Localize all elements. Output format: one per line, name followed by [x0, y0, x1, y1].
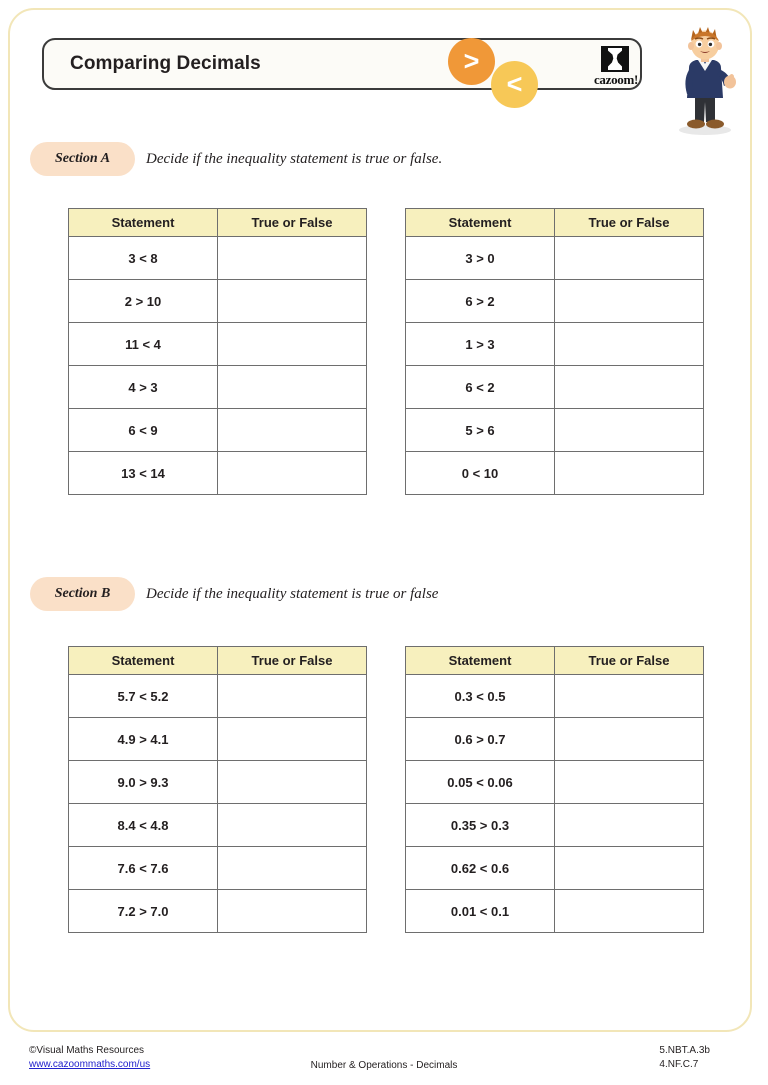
column-header-true-or-false: True or False — [218, 647, 367, 675]
section-b-instruction: Decide if the inequality statement is true or false — [146, 585, 439, 602]
worksheet-header — [10, 10, 754, 130]
table-row — [406, 366, 704, 409]
title-box — [42, 38, 642, 90]
table-row — [69, 280, 367, 323]
table-row — [406, 323, 704, 366]
statement-cell: 8.4 < 4.8 — [69, 804, 218, 847]
column-header-statement: Statement — [69, 209, 218, 237]
section-a-pill — [30, 142, 135, 176]
statement-cell: 7.2 > 7.0 — [69, 890, 218, 933]
answer-cell[interactable] — [218, 718, 367, 761]
answer-cell[interactable] — [555, 409, 704, 452]
section-a-label: Section A — [54, 151, 111, 166]
table-header-row — [69, 647, 367, 675]
statement-cell: 0.01 < 0.1 — [406, 890, 555, 933]
cazoom-logo — [583, 46, 649, 86]
table-row — [406, 675, 704, 718]
answer-cell[interactable] — [555, 366, 704, 409]
statement-cell: 0 < 10 — [406, 452, 555, 495]
statement-cell: 0.35 > 0.3 — [406, 804, 555, 847]
page-title: Comparing Decimals — [70, 53, 261, 74]
answer-cell[interactable] — [218, 804, 367, 847]
answer-cell[interactable] — [555, 847, 704, 890]
column-header-statement: Statement — [406, 209, 555, 237]
column-header-statement: Statement — [69, 647, 218, 675]
column-header-true-or-false: True or False — [555, 647, 704, 675]
column-header-true-or-false: True or False — [218, 209, 367, 237]
footer-standards — [659, 1044, 710, 1072]
answer-cell[interactable] — [218, 452, 367, 495]
table-row — [406, 718, 704, 761]
table-row — [406, 280, 704, 323]
statement-cell: 6 < 2 — [406, 366, 555, 409]
copyright-text: ©Visual Maths Resources — [29, 1045, 145, 1056]
goblet-icon — [608, 48, 622, 70]
table-row — [406, 452, 704, 495]
answer-cell[interactable] — [218, 890, 367, 933]
table-row — [69, 675, 367, 718]
column-header-statement: Statement — [406, 647, 555, 675]
table-row — [406, 761, 704, 804]
less-than-icon: < — [506, 69, 523, 99]
statement-cell: 1 > 3 — [406, 323, 555, 366]
table-header-row — [406, 209, 704, 237]
cazoom-logo-mark-icon — [601, 46, 629, 72]
table-a-right — [405, 208, 704, 495]
statement-cell: 7.6 < 7.6 — [69, 847, 218, 890]
table-row — [69, 847, 367, 890]
table-row — [69, 890, 367, 933]
table-row — [406, 847, 704, 890]
standard-primary: 5.NBT.A.3b — [659, 1045, 710, 1056]
statement-cell: 9.0 > 9.3 — [69, 761, 218, 804]
answer-cell[interactable] — [555, 761, 704, 804]
statement-cell: 5.7 < 5.2 — [69, 675, 218, 718]
table-row — [69, 761, 367, 804]
section-a-header — [10, 142, 754, 176]
footer-topic: Number & Operations - Decimals — [310, 1060, 458, 1071]
less-than-badge — [491, 61, 538, 108]
table-row — [406, 804, 704, 847]
statement-cell: 0.05 < 0.06 — [406, 761, 555, 804]
answer-cell[interactable] — [218, 366, 367, 409]
mascot-character — [665, 24, 745, 136]
section-a-instruction: Decide if the inequality statement is true or false. — [146, 150, 443, 167]
table-row — [69, 237, 367, 280]
answer-cell[interactable] — [555, 280, 704, 323]
answer-cell[interactable] — [555, 237, 704, 280]
statement-cell: 3 < 8 — [69, 237, 218, 280]
answer-cell[interactable] — [218, 675, 367, 718]
table-a-left — [68, 208, 367, 495]
statement-cell: 6 < 9 — [69, 409, 218, 452]
table-b-right — [405, 646, 704, 933]
cazoom-logo-text: cazoom! — [593, 72, 639, 87]
answer-cell[interactable] — [218, 761, 367, 804]
answer-cell[interactable] — [218, 280, 367, 323]
cazoommaths-link[interactable]: www.cazoommaths.com/us — [29, 1059, 151, 1070]
standard-secondary: 4.NF.C.7 — [659, 1059, 699, 1070]
table-row — [406, 237, 704, 280]
answer-cell[interactable] — [555, 718, 704, 761]
section-b-header — [10, 577, 754, 611]
column-header-true-or-false: True or False — [555, 209, 704, 237]
statement-cell: 0.62 < 0.6 — [406, 847, 555, 890]
worksheet-footer — [0, 1042, 768, 1085]
statement-cell: 13 < 14 — [69, 452, 218, 495]
answer-cell[interactable] — [218, 409, 367, 452]
section-b-label: Section B — [54, 586, 111, 601]
answer-cell[interactable] — [555, 323, 704, 366]
greater-than-badge — [448, 38, 495, 85]
statement-cell: 3 > 0 — [406, 237, 555, 280]
table-row — [406, 409, 704, 452]
answer-cell[interactable] — [218, 323, 367, 366]
table-row — [69, 366, 367, 409]
statement-cell: 0.3 < 0.5 — [406, 675, 555, 718]
table-b-left — [68, 646, 367, 933]
table-header-row — [69, 209, 367, 237]
statement-cell: 11 < 4 — [69, 323, 218, 366]
statement-cell: 4.9 > 4.1 — [69, 718, 218, 761]
worksheet-page — [8, 8, 752, 1032]
answer-cell[interactable] — [555, 452, 704, 495]
table-row — [69, 804, 367, 847]
table-row — [69, 718, 367, 761]
answer-cell[interactable] — [555, 804, 704, 847]
section-b-pill — [30, 577, 135, 611]
table-row — [69, 323, 367, 366]
answer-cell[interactable] — [218, 847, 367, 890]
table-row — [69, 409, 367, 452]
answer-cell[interactable] — [555, 675, 704, 718]
table-header-row — [406, 647, 704, 675]
answer-cell[interactable] — [218, 237, 367, 280]
answer-cell[interactable] — [555, 890, 704, 933]
statement-cell: 5 > 6 — [406, 409, 555, 452]
table-row — [406, 890, 704, 933]
statement-cell: 6 > 2 — [406, 280, 555, 323]
table-row — [69, 452, 367, 495]
statement-cell: 4 > 3 — [69, 366, 218, 409]
greater-than-icon: > — [463, 46, 480, 76]
statement-cell: 0.6 > 0.7 — [406, 718, 555, 761]
statement-cell: 2 > 10 — [69, 280, 218, 323]
